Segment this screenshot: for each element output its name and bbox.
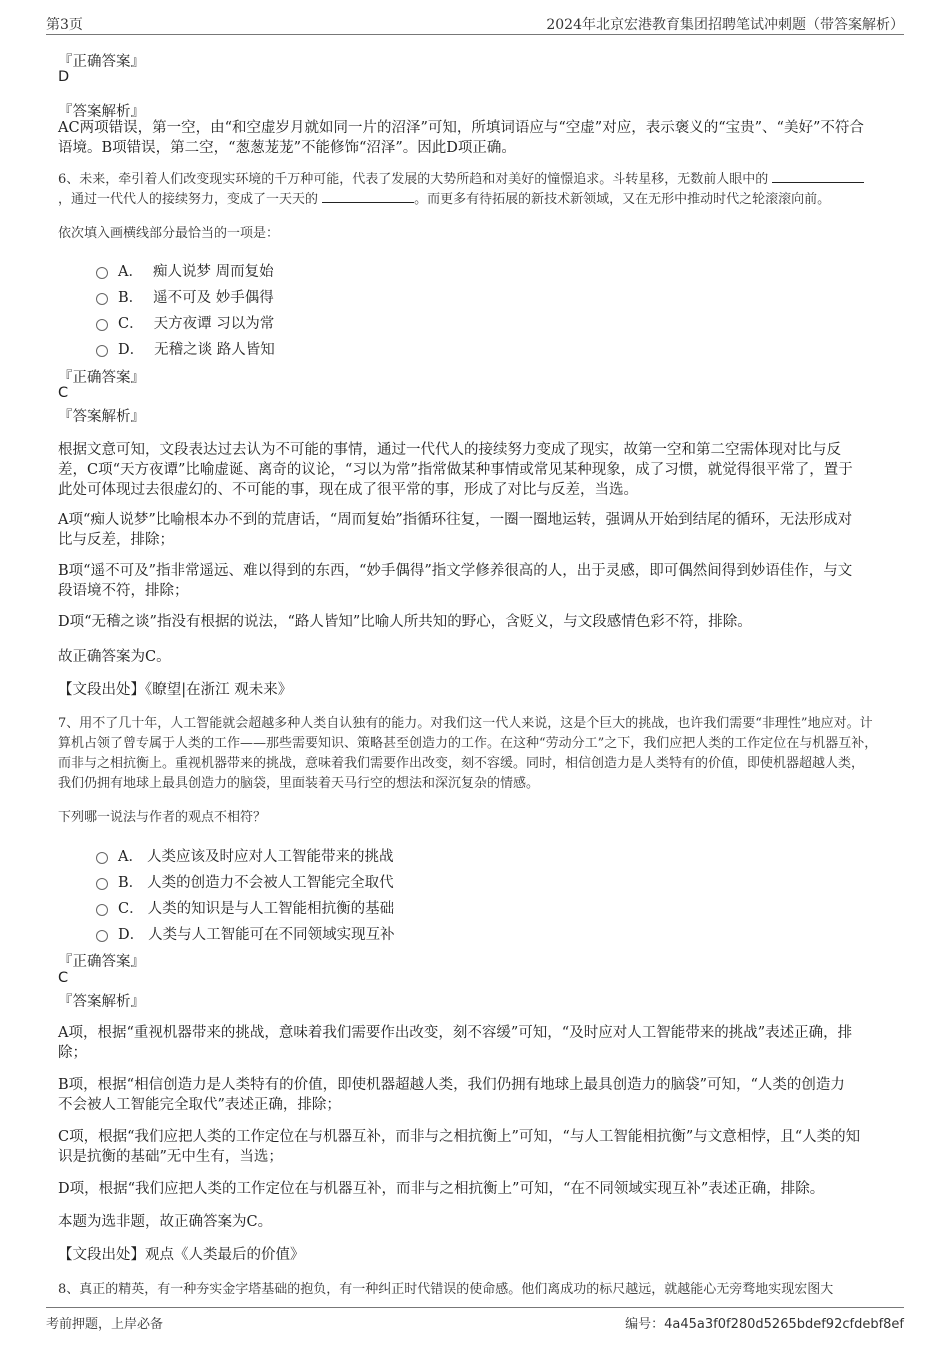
q7-option-a[interactable] [96,845,393,866]
analysis-line: B项，根据“相信创造力是人类特有的价值，即使机器超越人类，我们仍拥有地球上最具创造力的脑袋”可知，“人类的创造力 [58,1077,845,1093]
option-letter: A． [118,264,143,280]
option-letter: B． [118,290,144,306]
q7-stem [58,714,894,794]
q6-option-a[interactable] [96,260,274,281]
analysis-line: 本题为选非题，故正确答案为C。 [58,1214,273,1230]
header-divider [46,34,904,35]
q5-analysis-line: AC两项错误，第一空，由“和空虚岁月就如同一片的沼泽”可知，所填词语应与“空虚”对应，表示褒义的“宝贵”、“美好”不符合 [58,120,864,136]
q7-analysis-paragraph [58,1179,892,1199]
q7-analysis-paragraph [58,1127,892,1167]
option-text: 人类与人工智能可在不同领域实现互补 [148,927,395,943]
q6-answer-label: 『正确答案』 [58,370,145,386]
q6-blank-1 [772,170,864,183]
q6-prompt: 依次填入画横线部分最恰当的一项是： [58,226,280,241]
q7-analysis-paragraph [58,1212,892,1232]
option-text: 无稽之谈 路人皆知 [154,342,275,358]
q7-option-b[interactable] [96,871,394,892]
analysis-line: 段语境不符，排除； [58,583,189,599]
option-text: 痴人说梦 周而复始 [152,264,274,280]
analysis-line: 除； [58,1045,87,1061]
option-letter: A． [118,849,143,865]
option-text: 遥不可及 妙手偶得 [153,290,274,306]
analysis-line: 不会被人工智能完全取代”表述正确，排除； [58,1097,341,1113]
q7-source: 【文段出处】观点《人类最后的价值》 [58,1247,305,1263]
q7-option-c[interactable] [96,897,394,918]
footer-slogan: 考前押题，上岸必备 [46,1317,164,1332]
analysis-line: C项，根据“我们应把人类的工作定位在与机器互补，而非与之相抗衡上”可知，“与人工智能相抗衡”与文意相悖，且“人类的知 [58,1129,861,1145]
q6-analysis-paragraph [58,510,892,550]
option-text: 天方夜谭 习以为常 [153,316,275,332]
q6-option-c[interactable] [96,312,274,333]
radio-icon[interactable] [96,852,108,864]
footer-code-label: 编号： [625,1317,665,1332]
page-number: 第3页 [46,17,83,33]
q6-analysis-paragraph [58,561,892,601]
analysis-line: D项，根据“我们应把人类的工作定位在与机器互补，而非与之相抗衡上”可知，“在不同领域实现互补”表述正确，排除。 [58,1181,825,1197]
q6-stem-part2: ，通过一代代人的接续努力，变成了一天天的 [58,192,319,207]
radio-icon[interactable] [96,345,108,357]
radio-icon[interactable] [96,930,108,942]
q6-source: 【文段出处】《瞭望|在浙江 观未来》 [58,682,293,698]
stem-line: 算机占领了曾专属于人类的工作——那些需要知识、策略甚至创造力的工作。在这种“劳动分工”之下，我们应把人类的工作定位在与机器互补， [58,736,878,751]
stem-line: 而非与之相抗衡上。重视机器带来的挑战，意味着我们需要作出改变，刻不容缓。同时，相信创造力是人类特有的价值，即使机器超越人类， [58,756,865,771]
footer-divider [46,1307,904,1308]
analysis-line: D项“无稽之谈”指没有根据的说法，“路人皆知”比喻人所共知的野心，含贬义，与文段感情色彩不符，排除。 [58,614,752,630]
q7-analysis-paragraph [58,1075,892,1115]
analysis-line: 识是抗衡的基础”无中生有，当选； [58,1149,283,1165]
q6-analysis-label: 『答案解析』 [58,409,145,425]
analysis-line: A项“痴人说梦”比喻根本办不到的荒唐话，“周而复始”指循环往复，一圈一圈地运转，强调从开始到结尾的循环，无法形成对 [58,512,853,528]
option-letter: B． [118,875,144,891]
option-text: 人类的创造力不会被人工智能完全取代 [147,875,394,891]
radio-icon[interactable] [96,878,108,890]
analysis-line: 根据文意可知，文段表达过去认为不可能的事情，通过一代代人的接续努力变成了现实，故第一空和第二空需体现对比与反 [58,442,841,458]
q6-analysis-paragraph [58,647,892,667]
q6-analysis-paragraph [58,612,892,632]
stem-line: 我们仍拥有地球上最具创造力的脑袋，里面装着天马行空的想法和深沉复杂的情感。 [58,776,540,791]
q7-analysis-label: 『答案解析』 [58,994,145,1010]
q6-blank-2 [322,190,414,203]
option-letter: D． [118,927,145,943]
q6-stem [58,170,894,210]
analysis-line: 比与反差，排除； [58,532,174,548]
q5-answer-label: 『正确答案』 [58,54,145,70]
q6-option-d[interactable] [96,338,275,359]
q5-answer: D [58,69,70,85]
q8-stem: 8、真正的精英，有一种夯实金字塔基础的抱负，有一种纠正时代错误的使命感。他们离成功的标尺越远，就越能心无旁骛地实现宏图大 [58,1282,834,1297]
radio-icon[interactable] [96,267,108,279]
radio-icon[interactable] [96,904,108,916]
radio-icon[interactable] [96,319,108,331]
radio-icon[interactable] [96,293,108,305]
option-letter: D． [118,342,145,358]
q6-analysis-paragraph [58,440,892,500]
analysis-line: B项“遥不可及”指非常遥远、难以得到的东西，“妙手偶得”指文学修养很高的人，出于灵感，即可偶然间得到妙语佳作，与文 [58,563,853,579]
document-title: 2024年北京宏港教育集团招聘笔试冲刺题（带答案解析） [546,17,904,33]
stem-line: 7、用不了几十年，人工智能就会超越多种人类自认独有的能力。对我们这一代人来说，这是个巨大的挑战，也许我们需要“非理性”地应对。计 [58,716,873,731]
option-letter: C． [118,901,144,917]
option-text: 人类的知识是与人工智能相抗衡的基础 [147,901,395,917]
q7-answer-label: 『正确答案』 [58,954,145,970]
q6-option-b[interactable] [96,286,274,307]
q5-analysis-label: 『答案解析』 [58,104,145,120]
option-letter: C． [118,316,144,332]
analysis-line: 故正确答案为C。 [58,649,171,665]
footer-code-value: 4a45a3f0f280d5265bdef92cfdebf8ef [664,1317,904,1332]
q7-option-d[interactable] [96,923,395,944]
option-text: 人类应该及时应对人工智能带来的挑战 [146,849,394,865]
q7-analysis-paragraph [58,1023,892,1063]
q6-stem-part1: 6、未来，牵引着人们改变现实环境的千万种可能，代表了发展的大势所趋和对美好的憧憬追求。斗转星移，无数前人眼中的 [58,172,769,187]
analysis-line: 此处可体现过去很虚幻的、不可能的事，现在成了很平常的事，形成了对比与反差，当选。 [58,482,638,498]
q5-analysis [58,118,892,158]
analysis-line: 差，C项“天方夜谭”比喻虚诞、离奇的议论，“习以为常”指常做某种事情或常见某种现象，成了习惯，就觉得很平常了，置于 [58,462,853,478]
q6-stem-part3: 。而更多有待拓展的新技术新领域，又在无形中推动时代之轮滚滚向前。 [414,192,831,207]
q5-analysis-line: 语境。B项错误，第二空，“葱葱茏茏”不能修饰“沼泽”。因此D项正确。 [58,140,516,156]
analysis-line: A项，根据“重视机器带来的挑战，意味着我们需要作出改变，刻不容缓”可知，“及时应对人工智能带来的挑战”表述正确，排 [58,1025,853,1041]
q7-answer: C [58,970,69,986]
q6-answer: C [58,385,69,401]
footer-code [625,1313,904,1332]
q7-prompt: 下列哪一说法与作者的观点不相符？ [58,810,267,825]
